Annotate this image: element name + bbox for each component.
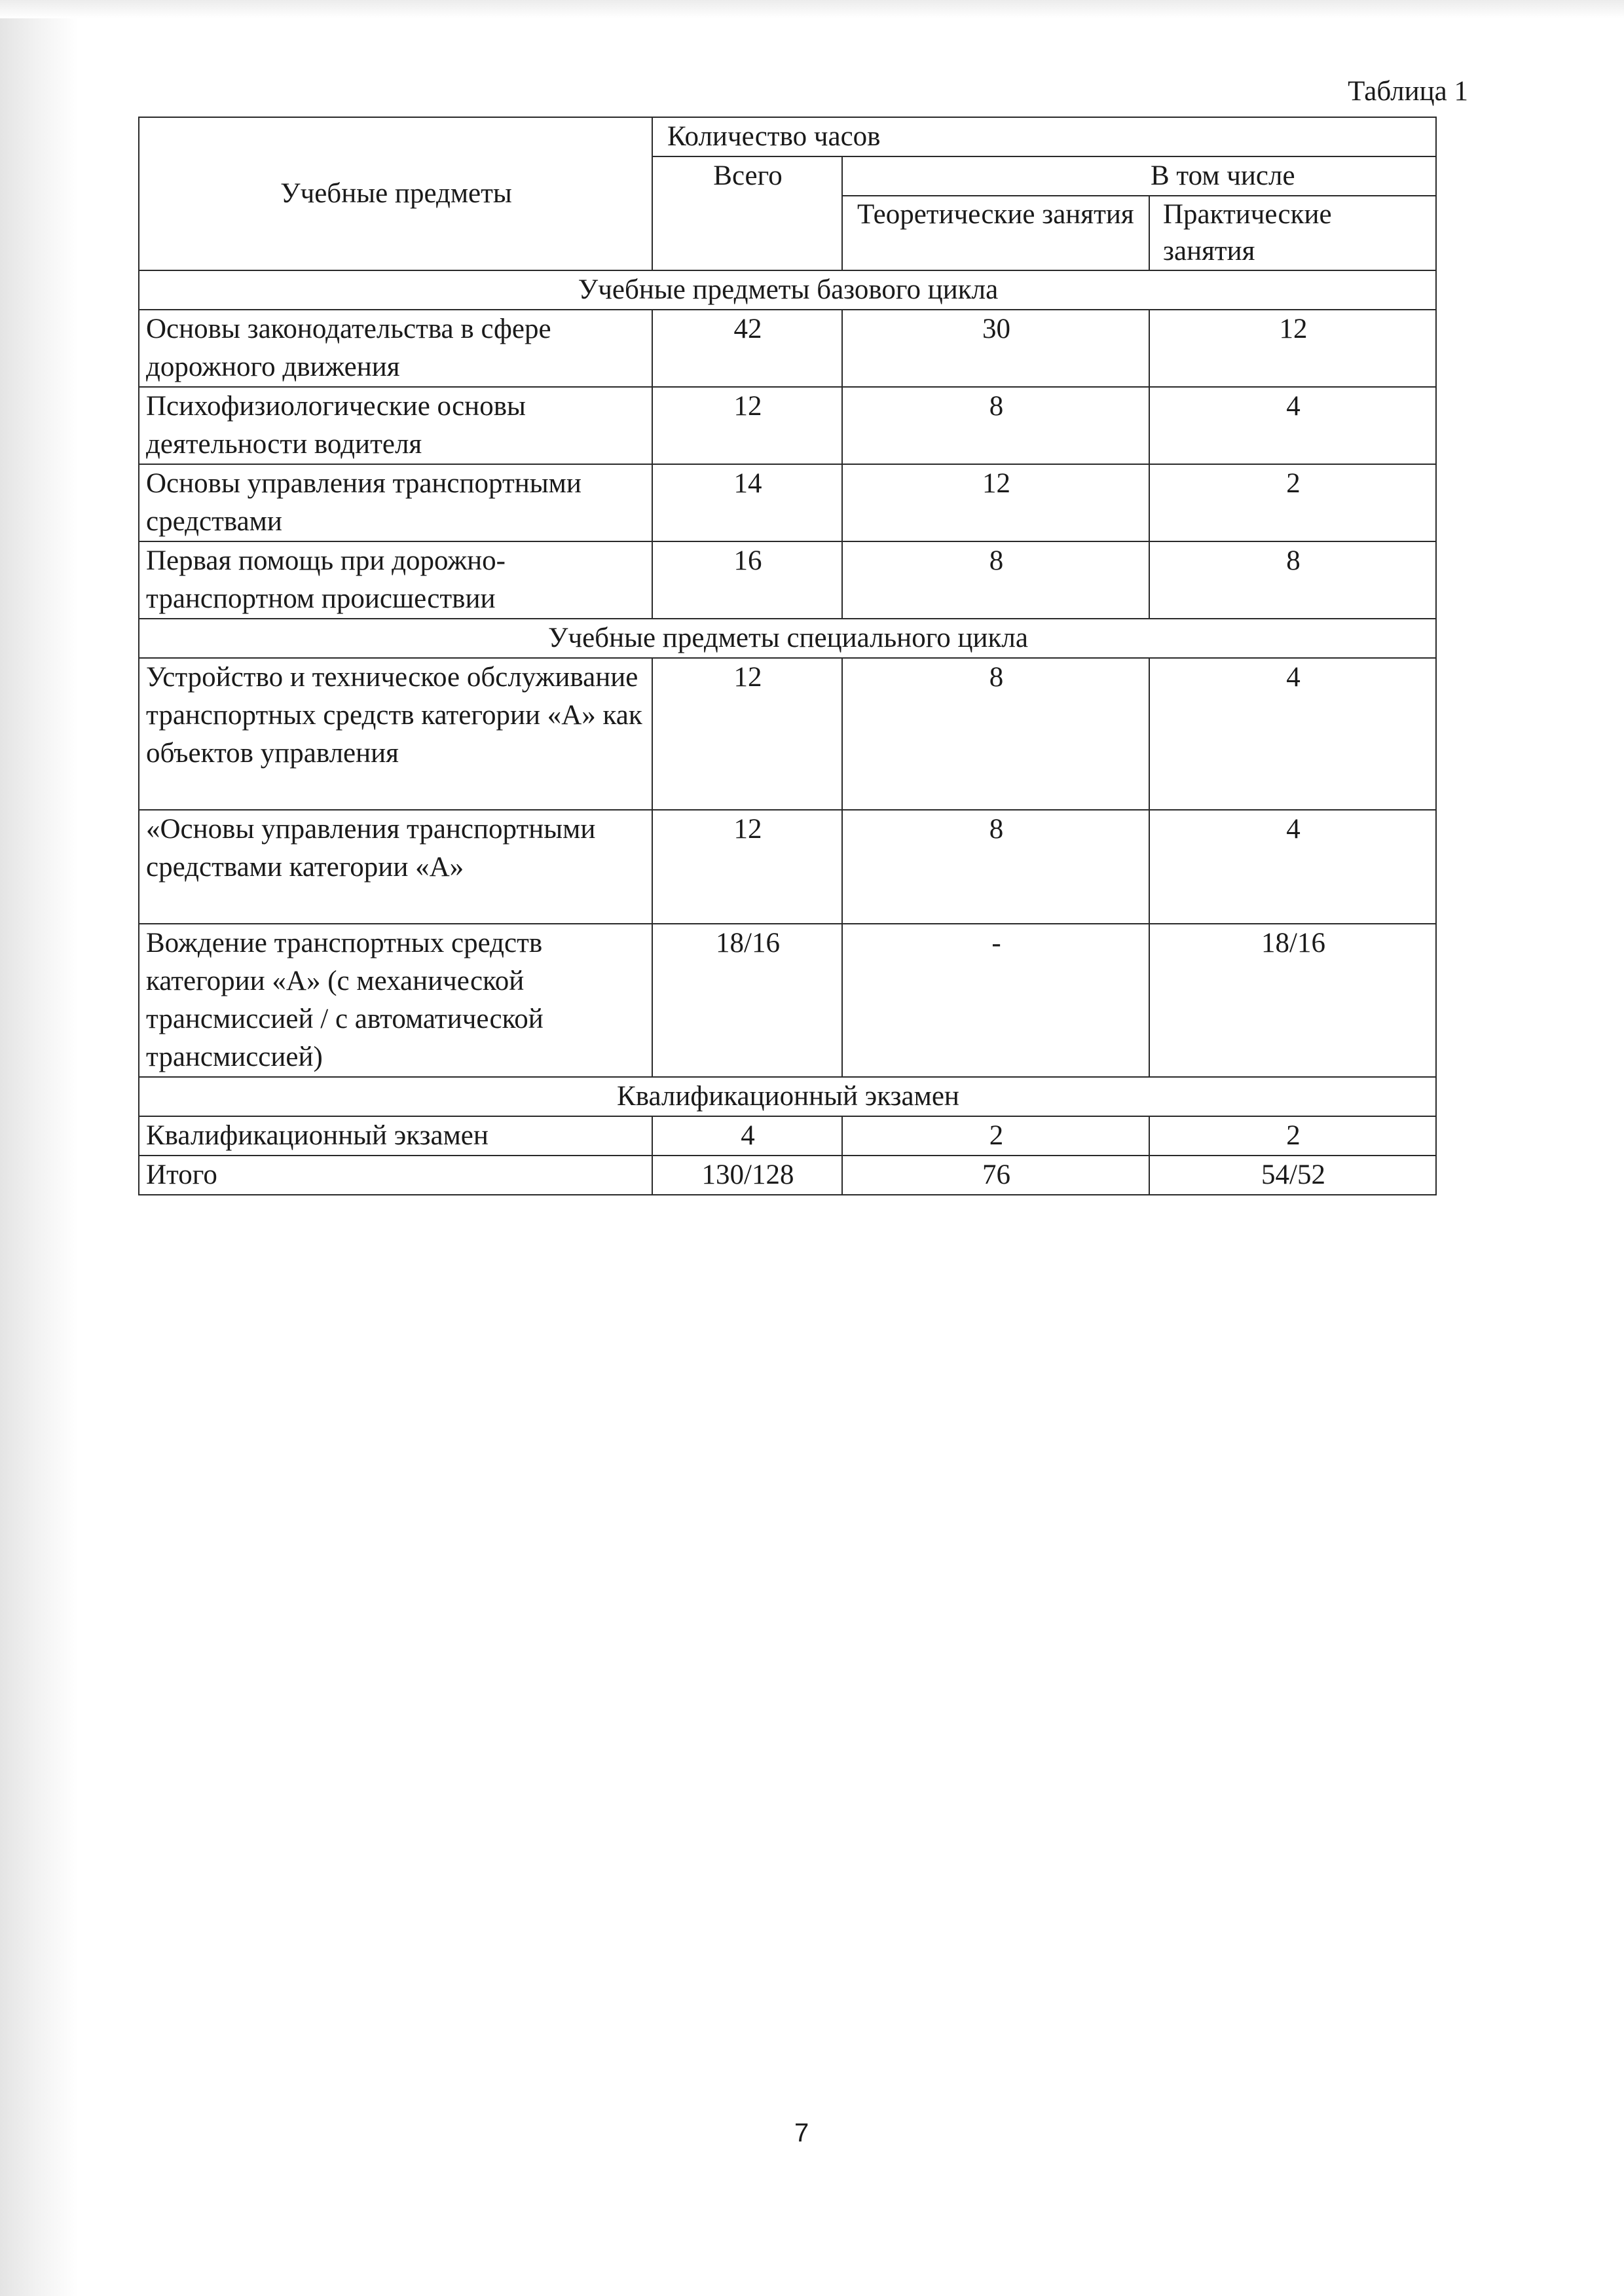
table-caption: Таблица 1 <box>1348 76 1468 107</box>
section-title: Учебные предметы специального цикла <box>139 619 1436 658</box>
table-row <box>139 1116 1436 1156</box>
theory-cell: 8 <box>842 387 1149 464</box>
header-practical: Практические занятия <box>1149 196 1436 270</box>
theory-cell: 30 <box>842 310 1149 387</box>
total-cell: 4 <box>652 1116 842 1156</box>
practice-cell: 18/16 <box>1149 924 1436 1077</box>
practice-cell: 2 <box>1149 1116 1436 1156</box>
subject-cell: Психофизиологические основы деятельности водителя <box>139 387 652 464</box>
total-cell: 16 <box>652 541 842 619</box>
table-row <box>139 658 1436 810</box>
header-theoretical: Теоретические занятия <box>842 196 1149 270</box>
table-row <box>139 310 1436 387</box>
section-row <box>139 619 1436 658</box>
theory-cell: 8 <box>842 541 1149 619</box>
subject-cell: Квалификационный экзамен <box>139 1116 652 1156</box>
practice-cell: 12 <box>1149 310 1436 387</box>
theory-cell: 2 <box>842 1116 1149 1156</box>
subject-cell: «Основы управления транспортными средствами категории «А» <box>139 810 652 924</box>
table-row <box>139 387 1436 464</box>
header-row-1 <box>139 117 1436 156</box>
total-cell: 12 <box>652 810 842 924</box>
table-row <box>139 924 1436 1077</box>
section-title: Учебные предметы базового цикла <box>139 270 1436 310</box>
subject-cell: Первая помощь при дорожно-транспортном происшествии <box>139 541 652 619</box>
total-cell: 42 <box>652 310 842 387</box>
header-hours: Количество часов <box>652 117 1436 156</box>
total-cell: 14 <box>652 464 842 541</box>
subject-cell: Основы управления транспортными средствами <box>139 464 652 541</box>
header-subjects: Учебные предметы <box>139 117 652 270</box>
section-row <box>139 1077 1436 1116</box>
total-cell: 18/16 <box>652 924 842 1077</box>
scan-edge-shadow <box>0 0 79 2296</box>
practice-cell: 4 <box>1149 810 1436 924</box>
theory-cell: 8 <box>842 810 1149 924</box>
total-cell: 130/128 <box>652 1156 842 1195</box>
hours-table <box>138 117 1437 1195</box>
theory-cell: 12 <box>842 464 1149 541</box>
table-row <box>139 541 1436 619</box>
theory-cell: - <box>842 924 1149 1077</box>
header-including: В том числе <box>842 156 1436 196</box>
table-row <box>139 810 1436 924</box>
total-row <box>139 1156 1436 1195</box>
subject-cell: Основы законодательства в сфере дорожного движения <box>139 310 652 387</box>
theory-cell: 8 <box>842 658 1149 810</box>
total-label-cell: Итого <box>139 1156 652 1195</box>
total-cell: 12 <box>652 658 842 810</box>
table-row <box>139 464 1436 541</box>
practice-cell: 4 <box>1149 658 1436 810</box>
subject-cell: Вождение транспортных средств категории «А» (с механической трансмиссией / с автоматической трансмиссией) <box>139 924 652 1077</box>
total-cell: 12 <box>652 387 842 464</box>
practice-cell: 4 <box>1149 387 1436 464</box>
page-number: 7 <box>794 2119 809 2147</box>
practice-cell: 2 <box>1149 464 1436 541</box>
subject-cell: Устройство и техническое обслуживание транспортных средств категории «А» как объектов управления <box>139 658 652 810</box>
theory-cell: 76 <box>842 1156 1149 1195</box>
practice-cell: 54/52 <box>1149 1156 1436 1195</box>
section-row <box>139 270 1436 310</box>
practice-cell: 8 <box>1149 541 1436 619</box>
header-total: Всего <box>652 156 842 270</box>
scan-top-shadow <box>0 0 1624 18</box>
section-title: Квалификационный экзамен <box>139 1077 1436 1116</box>
